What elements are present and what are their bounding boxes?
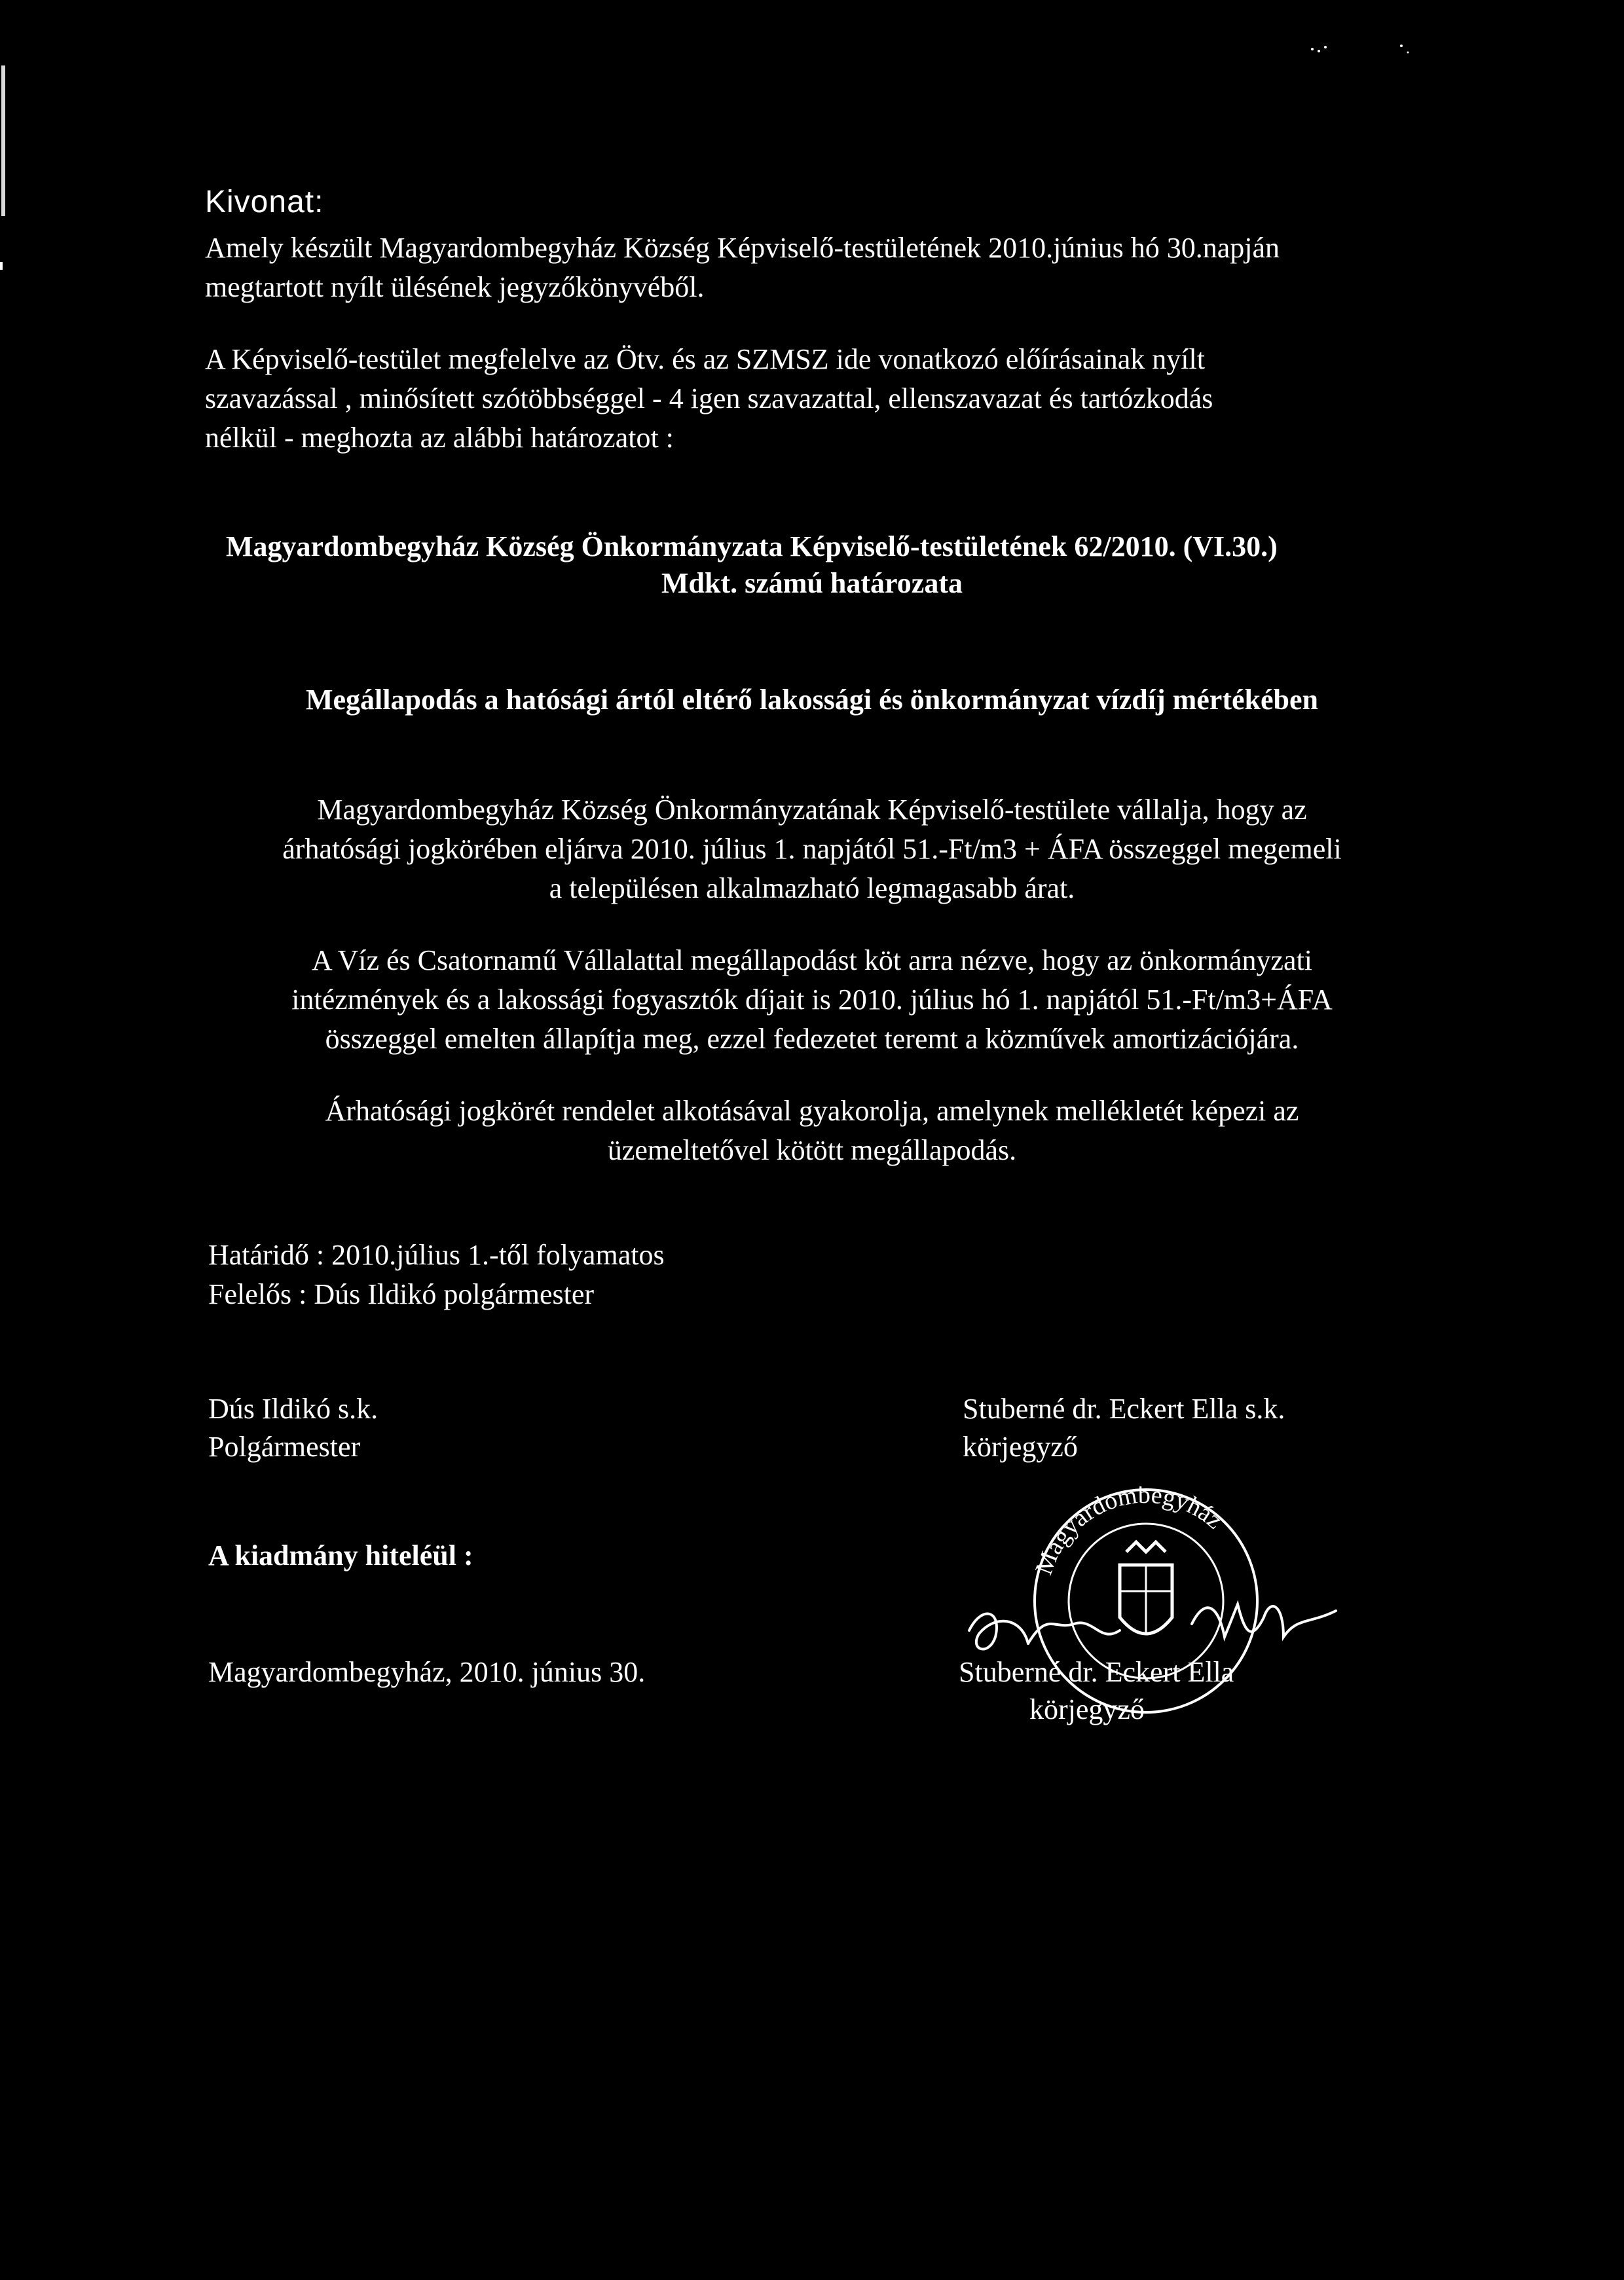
mayor-signature-title: Polgármester bbox=[208, 1431, 361, 1463]
paragraph-line: árhatósági jogkörében eljárva 2010. július 1. napjától 51.-Ft/m3 + ÁFA összeggel megemeli bbox=[282, 833, 1342, 865]
body-line: szavazással , minősített szótöbbséggel - 4 igen szavazattal, ellenszavazat és tartózkodás bbox=[205, 382, 1213, 414]
intro-line: megtartott nyílt ülésének jegyzőkönyvéből. bbox=[205, 271, 705, 303]
scan-edge-mark bbox=[0, 65, 13, 282]
clerk-title-under-stamp: körjegyző bbox=[1029, 1693, 1145, 1725]
body-line: A Képviselő-testület megfelelve az Ötv. és az SZMSZ ide vonatkozó előírásainak nyílt bbox=[205, 343, 1205, 375]
paragraph-line: A Víz és Csatornamű Vállalattal megállapodást köt arra nézve, hogy az önkormányzati bbox=[311, 944, 1313, 976]
scan-noise-marks bbox=[1310, 39, 1441, 59]
paragraph-line: a településen alkalmazható legmagasabb árat. bbox=[549, 872, 1075, 904]
paragraph-line: összeggel emelten állapítja meg, ezzel fedezetet teremt a közművek amortizációjára. bbox=[325, 1023, 1299, 1055]
round-seal-icon bbox=[1030, 1486, 1257, 1712]
resolution-subject: Megállapodás a hatósági ártól eltérő lakossági és önkormányzat vízdíj mértékében bbox=[306, 684, 1318, 716]
paragraph-line: intézmények és a lakossági fogyasztók díjait is 2010. július hó 1. napjától 51.-Ft/m3+ÁFA bbox=[291, 984, 1333, 1016]
svg-text:Magyardombegyház: Magyardombegyház bbox=[1029, 1486, 1228, 1579]
responsible-person: Felelős : Dús Ildikó polgármester bbox=[208, 1278, 595, 1310]
mayor-signature-name: Dús Ildikó s.k. bbox=[208, 1393, 378, 1425]
intro-line: Amely készült Magyardombegyház Község Képviselő-testületének 2010.június hó 30.napján bbox=[205, 232, 1280, 264]
body-line: nélkül - meghozta az alábbi határozatot : bbox=[205, 422, 674, 454]
resolution-title: Magyardombegyház Község Önkormányzata Képviselő-testületének 62/2010. (VI.30.) bbox=[226, 530, 1278, 562]
official-stamp-and-signature bbox=[943, 1486, 1349, 1735]
handwritten-signature bbox=[969, 1604, 1336, 1649]
document-title: Kivonat: bbox=[205, 185, 324, 219]
deadline: Határidő : 2010.július 1.-től folyamatos bbox=[208, 1239, 665, 1271]
resolution-number: Mdkt. számú határozata bbox=[661, 567, 963, 599]
clerk-signature-title: körjegyző bbox=[963, 1431, 1078, 1463]
attestation-label: A kiadmány hiteléül : bbox=[208, 1539, 473, 1572]
paragraph-line: Magyardombegyház Község Önkormányzatának Képviselő-testülete vállalja, hogy az bbox=[317, 794, 1307, 826]
paragraph-line: Árhatósági jogkörét rendelet alkotásával gyakorolja, amelynek mellékletét képezi az bbox=[325, 1095, 1299, 1127]
clerk-signature-name: Stuberné dr. Eckert Ella s.k. bbox=[963, 1393, 1285, 1425]
place-and-date: Magyardombegyház, 2010. június 30. bbox=[208, 1656, 646, 1688]
clerk-name-under-stamp: Stuberné dr. Eckert Ella bbox=[959, 1656, 1234, 1688]
paragraph-line: üzemeltetővel kötött megállapodás. bbox=[607, 1134, 1017, 1166]
